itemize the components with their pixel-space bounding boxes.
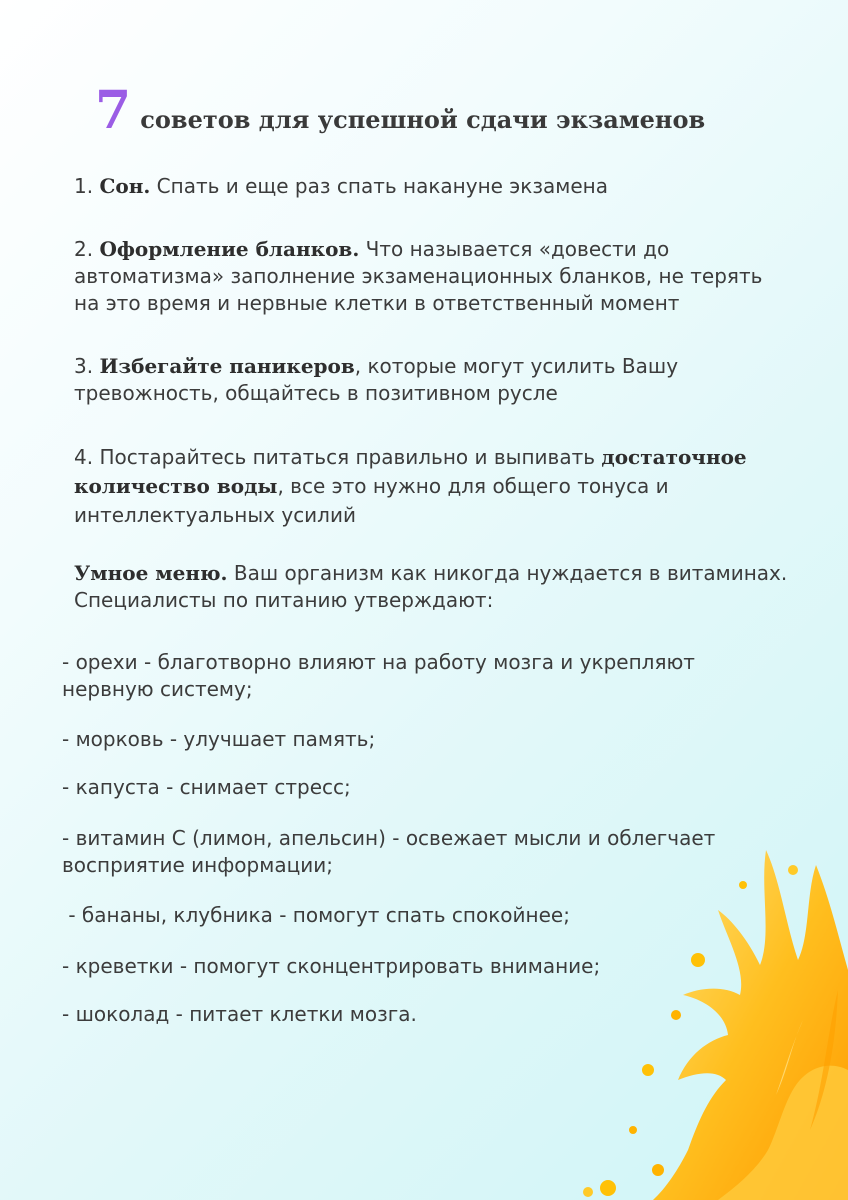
tip-forms: 2. Оформление бланков. Что называется «довести до автоматизма» заполнение экзаменационных бланков, не терять на это время и нервные клетки в ответственный момент [74, 237, 763, 315]
tip-heading: достаточное количество воды [74, 445, 747, 498]
tip-heading: Умное меню. [74, 561, 228, 585]
tip-heading: Оформление бланков. [99, 237, 360, 261]
tip-heading: Сон. [99, 174, 151, 198]
food-item-vitamin-c: - витамин С (лимон, апельсин) - освежает мысли и облегчает восприятие информации; [62, 826, 716, 877]
tip-smart-menu: Умное меню. Ваш организм как никогда нуждается в витаминах. Специалисты по питанию утверждают: [74, 561, 788, 612]
food-item-shrimp: - креветки - помогут сконцентрировать внимание; [62, 954, 601, 978]
food-item-cabbage: - капуста - снимает стресс; [62, 775, 351, 799]
tip-heading: Избегайте паникеров [99, 354, 355, 378]
title-number: 7 [95, 80, 132, 141]
food-item-chocolate: - шоколад - питает клетки мозга. [62, 1002, 417, 1026]
food-item-carrot: - морковь - улучшает память; [62, 727, 376, 751]
tip-water: 4. Постарайтесь питаться правильно и выпивать достаточное количество воды, все это нужно для общего тонуса и интеллектуальных усилий [74, 445, 747, 527]
food-item-nuts: - орехи - благотворно влияют на работу мозга и укрепляют нервную систему; [62, 650, 695, 701]
food-item-bananas: - бананы, клубника - помогут спать спокойнее; [62, 903, 570, 927]
tip-panic: 3. Избегайте паникеров, которые могут усилить Вашу тревожность, общайтесь в позитивном русле [74, 354, 679, 405]
page-title [95, 80, 705, 141]
title-text: советов для успешной сдачи экзаменов [140, 105, 706, 134]
tip-sleep: 1. Сон. Спать и еще раз спать накануне экзамена [74, 174, 608, 198]
